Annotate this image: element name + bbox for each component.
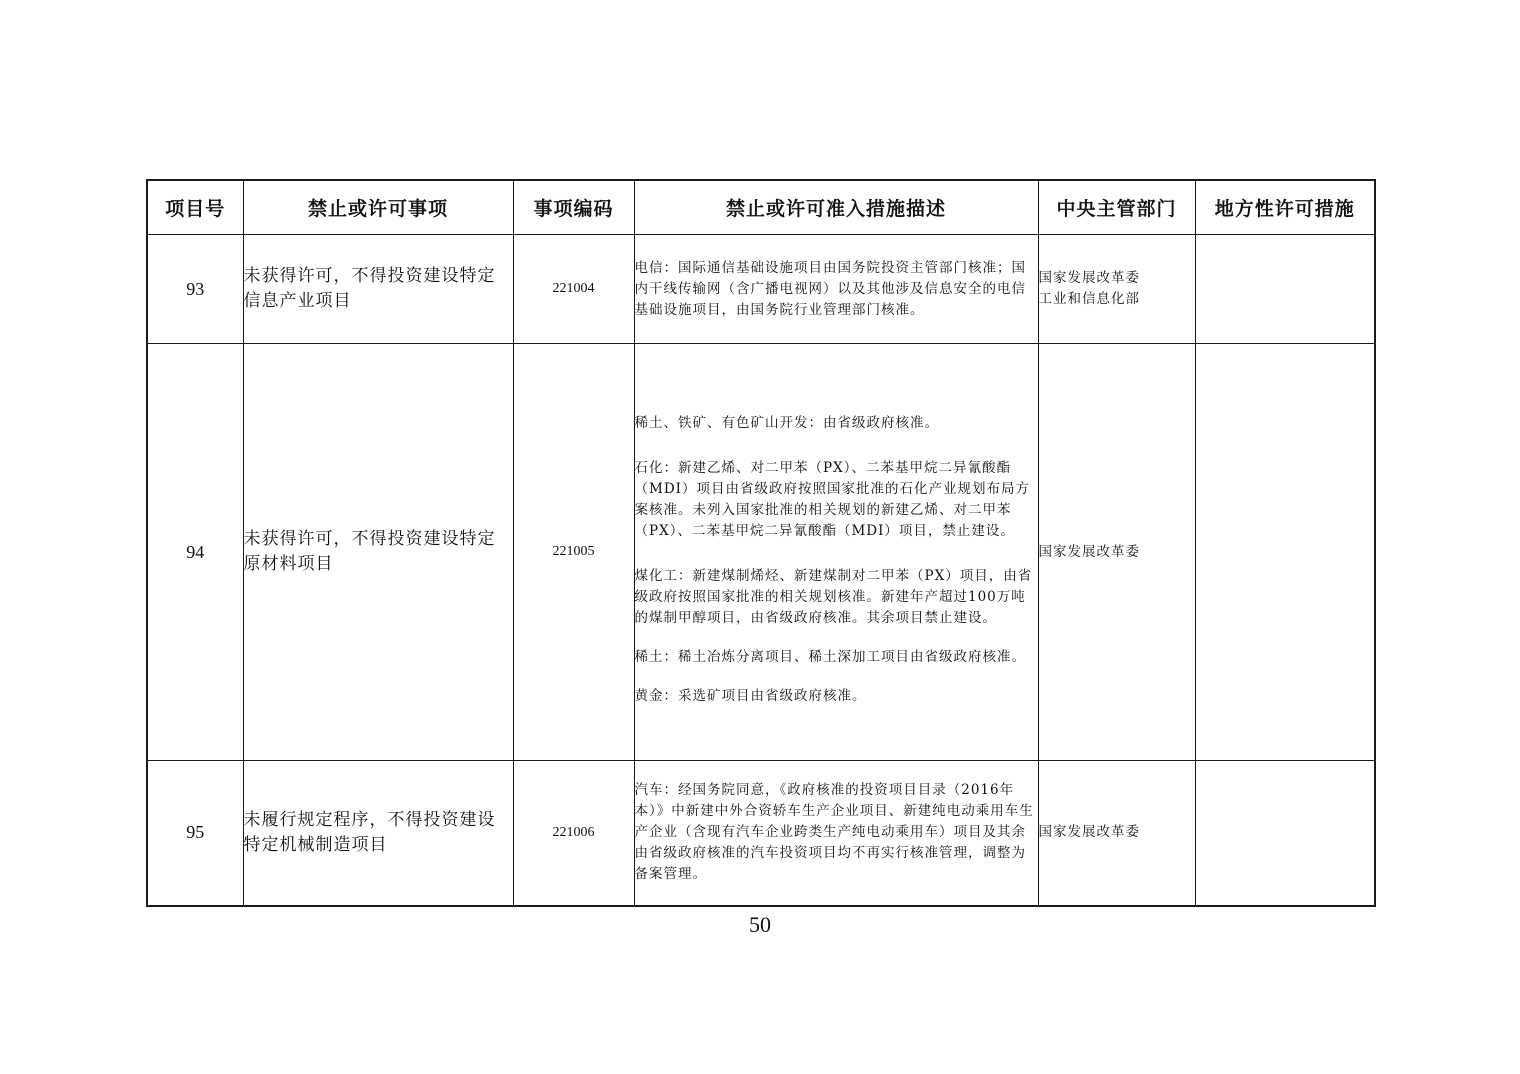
department-name: 国家发展改革委 xyxy=(1038,543,1140,560)
row-code: 221005 xyxy=(513,344,634,761)
row-number: 94 xyxy=(147,344,243,761)
description-paragraph: 稀土、铁矿、有色矿山开发：由省级政府核准。 xyxy=(634,415,939,431)
description-paragraph: 汽车：经国务院同意，《政府核准的投资项目目录（2016年本）》中新建中外合资轿车生产企业项目、新建纯电动乘用车生产企业（含现有汽车企业跨类生产纯电动乘用车）项目及其余由省级政府核准的汽车投资项目均不再实行核准管理，调整为备案管理。 xyxy=(634,782,1034,883)
department-name: 工业和信息化部 xyxy=(1038,291,1140,307)
description-paragraph: 石化：新建乙烯、对二甲苯（PX）、二苯基甲烷二异氰酸酯（MDI）项目由省级政府按照国家批准的石化产业规划布局方案核准。未列入国家批准的相关规划的新建乙烯、对二甲苯（PX）、二苯基甲烷二异氰酸酯（MDI）项目，禁止建设。 xyxy=(634,460,1030,539)
row-department xyxy=(1038,235,1195,344)
row-item: 未履行规定程序，不得投资建设特定机械制造项目 xyxy=(243,761,513,906)
description-paragraph: 稀土：稀土冶炼分离项目、稀土深加工项目由省级政府核准。 xyxy=(634,649,1026,665)
table-row xyxy=(147,344,1375,761)
header-department: 中央主管部门 xyxy=(1038,180,1195,235)
row-local-measures xyxy=(1195,235,1375,344)
row-description xyxy=(634,344,1038,761)
row-department xyxy=(1038,761,1195,906)
header-description: 禁止或许可准入措施描述 xyxy=(634,180,1038,235)
description-paragraph: 黄金：采选矿项目由省级政府核准。 xyxy=(634,688,867,704)
department-name: 国家发展改革委 xyxy=(1038,270,1140,286)
row-description xyxy=(634,761,1038,906)
header-code: 事项编码 xyxy=(513,180,634,235)
row-code: 221006 xyxy=(513,761,634,906)
row-code: 221004 xyxy=(513,235,634,344)
header-row xyxy=(147,180,1375,235)
row-department xyxy=(1038,344,1195,761)
row-local-measures xyxy=(1195,761,1375,906)
description-paragraph: 煤化工：新建煤制烯烃、新建煤制对二甲苯（PX）项目，由省级政府按照国家批准的相关规划核准。新建年产超过100万吨的煤制甲醇项目，由省级政府核准。其余项目禁止建设。 xyxy=(634,568,1033,626)
row-description xyxy=(634,235,1038,344)
row-number: 95 xyxy=(147,761,243,906)
page-number: 50 xyxy=(749,912,771,937)
row-number: 93 xyxy=(147,235,243,344)
row-item: 未获得许可，不得投资建设特定信息产业项目 xyxy=(243,235,513,344)
table-row xyxy=(147,235,1375,344)
header-item-no: 项目号 xyxy=(147,180,243,235)
description-paragraph: 电信：国际通信基础设施项目由国务院投资主管部门核准；国内干线传输网（含广播电视网）以及其他涉及信息安全的电信基础设施项目，由国务院行业管理部门核准。 xyxy=(634,259,1026,318)
row-local-measures xyxy=(1195,344,1375,761)
table-row xyxy=(147,761,1375,906)
row-item: 未获得许可，不得投资建设特定原材料项目 xyxy=(243,344,513,761)
regulation-table xyxy=(146,179,1376,907)
header-item: 禁止或许可事项 xyxy=(243,180,513,235)
header-local-measures: 地方性许可措施 xyxy=(1195,180,1375,235)
department-name: 国家发展改革委 xyxy=(1038,824,1140,841)
